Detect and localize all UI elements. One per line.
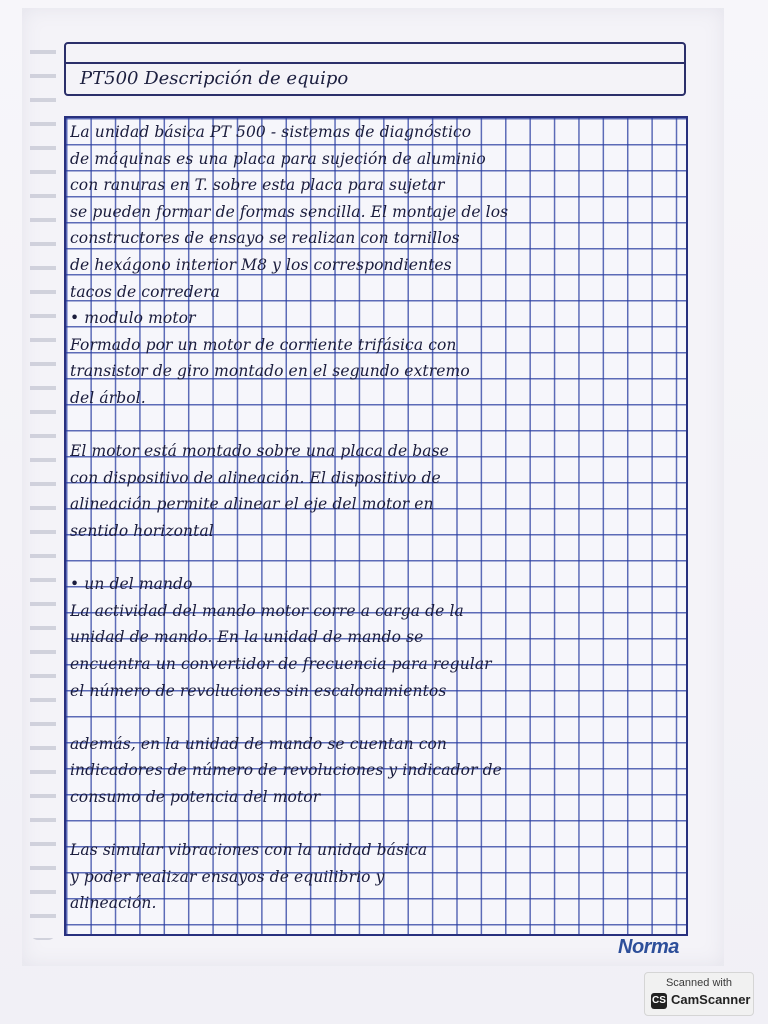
note-line: indicadores de número de revoluciones y indicador de [70, 761, 502, 780]
notebook-brand-logo: Norma [618, 936, 679, 958]
note-line: constructores de ensayo se realizan con tornillos [70, 229, 460, 248]
note-line: transistor de giro montado en el segundo extremo [70, 362, 470, 381]
note-line: consumo de potencia del motor [70, 788, 321, 806]
note-line: de máquinas es una placa para sujeción de aluminio [70, 149, 486, 168]
note-line: y poder realizar ensayos de equilibrio y [70, 867, 385, 886]
note-line: con ranuras en T. sobre esta placa para sujetar [70, 176, 445, 195]
note-line [70, 704, 682, 730]
note-line: • un del mando [70, 575, 193, 594]
note-line: de hexágono interior M8 y los correspondientes [70, 256, 452, 274]
note-line: se pueden formar de formas sencilla. El montaje de los [70, 202, 509, 221]
note-line: La unidad básica PT 500 - sistemas de diagnóstico [70, 123, 472, 141]
note-line: del árbol. [70, 389, 146, 407]
watermark-caption: Scanned with [665, 977, 733, 989]
title-box [64, 42, 686, 96]
note-line: alineación permite alinear el eje del motor en [70, 495, 434, 514]
note-line: además, en la unidad de mando se cuentan con [70, 734, 447, 753]
page-title: PT500 Descripción de equipo [80, 68, 349, 89]
note-line [70, 545, 682, 571]
note-line: tacos de corredera [70, 282, 220, 301]
note-line: sentido horizontal [70, 522, 214, 540]
note-line: • modulo motor [70, 309, 196, 328]
watermark-app-name: CamScanner [671, 992, 751, 1007]
note-line: La actividad del mando motor corre a carga de la [70, 601, 464, 620]
spiral-binding [30, 40, 56, 940]
note-line: Las simular vibraciones con la unidad básica [70, 841, 428, 860]
camscanner-logo-icon: CS [651, 993, 667, 1009]
note-line: el número de revoluciones sin escalonamientos [70, 681, 447, 700]
note-line [70, 412, 682, 438]
note-line: con dispositivo de alineación. El dispositivo de [70, 468, 441, 487]
note-line: encuentra un convertidor de frecuencia para regular [70, 655, 492, 673]
note-line: Formado por un motor de corriente trifásica con [70, 335, 457, 354]
note-line: El motor está montado sobre una placa de base [70, 442, 449, 461]
note-line: alineación. [70, 894, 157, 913]
camscanner-watermark [644, 972, 754, 1016]
note-line [70, 811, 682, 837]
note-line: unidad de mando. En la unidad de mando se [70, 628, 424, 647]
